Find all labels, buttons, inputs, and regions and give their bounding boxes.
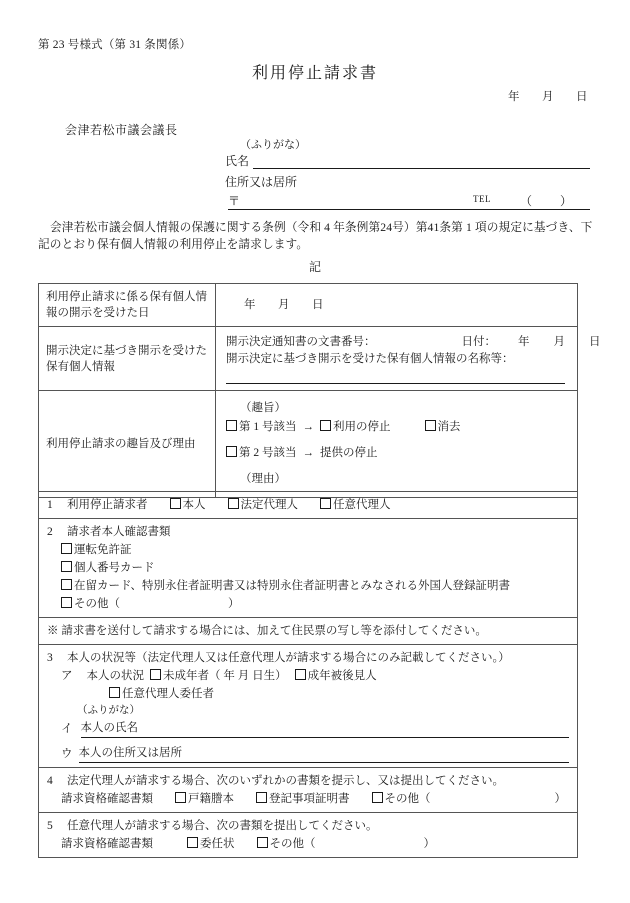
checkbox-icon[interactable] (320, 498, 331, 509)
item-1-choice-2: 法定代理人 (240, 499, 298, 511)
item-2-choice-2-row[interactable] (47, 559, 569, 577)
checkbox-icon[interactable] (257, 837, 268, 848)
requester-checklist-table (38, 491, 578, 858)
item-4-cell[interactable] (39, 768, 578, 813)
item-5-other-label: その他（ (269, 838, 316, 850)
checkbox-icon[interactable] (61, 597, 72, 608)
row-label-disclosure-date: 利用停止請求に係る保有個人情報の開示を受けた日 (39, 284, 216, 327)
checkbox-icon[interactable] (175, 792, 186, 803)
item-3-sub-a-choice-3-row[interactable] (47, 685, 569, 703)
item-3-cell[interactable] (39, 645, 578, 768)
disclosed-info-name-label: 開示決定に基づき開示を受けた保有個人情報の名称等： (226, 353, 514, 365)
checkbox-icon[interactable] (61, 561, 72, 572)
item-4-doc-label: 請求資格確認書類 (61, 793, 153, 805)
applicant-address-label: 住所又は居所 (225, 175, 298, 189)
item-3-sub-a-choice-1: 未成年者（ 年 月 日生） (163, 670, 287, 682)
item-1-title: 利用停止請求者 (67, 499, 148, 511)
checkbox-icon[interactable] (256, 792, 267, 803)
disclosure-date-year: 年 (244, 298, 256, 311)
header-date-day: 日 (576, 91, 588, 103)
body-paragraph: 会津若松市議会個人情報の保護に関する条例（令和 4 年条例第24号）第41条第 1 項の規定に基づき、下記のとおり保有個人情報の利用停止を請求します。 (38, 221, 593, 251)
checkbox-icon[interactable] (295, 669, 306, 680)
item-2-other-label: その他（ (74, 598, 120, 610)
notice-doc-number-label: 開示決定通知書の文書番号： (226, 336, 376, 348)
item-1-number: 1 (47, 499, 53, 511)
purpose-option-1-label: 第 1 号該当 (239, 421, 297, 433)
checkbox-icon[interactable] (61, 579, 72, 590)
item-4-number: 4 (47, 775, 53, 787)
item-3-furigana-label: （ふりがな） (77, 705, 140, 716)
table-row (39, 618, 578, 645)
item-2-number: 2 (47, 526, 53, 538)
item-4-choice-2: 登記事項証明書 (269, 793, 350, 805)
disclosure-notice-line[interactable] (226, 334, 601, 351)
checkbox-icon[interactable] (228, 498, 239, 509)
table-row (39, 284, 578, 327)
purpose-block (226, 397, 567, 489)
item-2-choice-1: 運転免許証 (74, 544, 132, 556)
item-3-number: 3 (47, 652, 53, 664)
furigana-label: （ふりがな） (240, 139, 306, 151)
table-row (39, 645, 578, 768)
page-title: 利用停止請求書 (251, 65, 378, 82)
item-3-sub-b-input[interactable] (138, 737, 569, 738)
table-row (39, 519, 578, 618)
applicant-name-row (225, 152, 590, 169)
item-3-sub-a-label: 本人の状況 (86, 670, 144, 682)
postal-mark-icon: 〒 (228, 194, 241, 208)
item-2-choice-3-row[interactable] (47, 577, 569, 595)
item-3-sub-a-row[interactable] (47, 667, 569, 685)
row-value-disclosure-date[interactable] (216, 284, 578, 327)
header-date-line (508, 88, 588, 104)
disclosure-date-day: 日 (312, 298, 324, 311)
item-3-sub-c-input[interactable] (182, 762, 569, 763)
item-3-sub-c-marker: ウ (61, 748, 73, 760)
addressee: 会津若松市議会議長 (65, 123, 178, 137)
checkbox-icon[interactable] (61, 543, 72, 554)
item-3-sub-b-label: 本人の氏名 (81, 719, 139, 738)
item-1-choice-1: 本人 (182, 499, 206, 511)
table-row (39, 768, 578, 813)
item-4-title-line (47, 772, 569, 790)
item-4-choices-row[interactable] (47, 790, 569, 808)
item-2-title: 請求者本人確認書類 (67, 526, 171, 538)
item-3-title-line (47, 649, 569, 667)
item-3-sub-b-row[interactable] (47, 719, 569, 738)
disclosure-info-table (38, 283, 601, 498)
item-5-choice-1: 委任状 (200, 838, 235, 850)
header-date-year: 年 (508, 91, 520, 103)
disclosure-date-field[interactable] (226, 297, 567, 314)
row-label-purpose-reason: 利用停止請求の趣旨及び理由 (39, 391, 216, 498)
item-2-choice-3: 在留カード、特別永住者証明書又は特別永住者証明書とみなされる外国人登録証明書 (74, 580, 510, 592)
item-4-other-close: ） (554, 793, 566, 805)
applicant-name-label: 氏名 (225, 154, 250, 168)
item-5-cell[interactable] (39, 813, 578, 858)
item-1-cell[interactable] (39, 492, 578, 519)
table-row (39, 813, 578, 858)
checkbox-icon[interactable] (320, 420, 331, 431)
notice-date-label: 日付： (461, 336, 496, 348)
item-3-sub-a-marker: ア (61, 670, 73, 682)
arrow-icon: → (302, 421, 314, 433)
item-5-choices-row[interactable] (47, 835, 569, 853)
row-value-disclosed-info[interactable] (216, 327, 601, 391)
purpose-option-1-sub-1: 利用の停止 (333, 421, 391, 433)
checkbox-icon[interactable] (372, 792, 383, 803)
item-5-title-line (47, 817, 569, 835)
item-4-choice-1: 戸籍謄本 (188, 793, 234, 805)
checkbox-icon[interactable] (226, 446, 237, 457)
applicant-address-input[interactable] (228, 209, 590, 210)
checkbox-icon[interactable] (150, 669, 161, 680)
purpose-option-2-sub: 提供の停止 (320, 447, 378, 459)
item-3-sub-a-choice-3: 任意代理人委任者 (122, 688, 214, 700)
form-number: 第 23 号様式（第 31 条関係） (38, 39, 192, 51)
ki-mark: 記 (308, 260, 321, 274)
item-2-choice-2: 個人番号カード (74, 562, 155, 574)
item-4-other-label: その他（ (384, 793, 431, 805)
item-4-title: 法定代理人が請求する場合、次のいずれかの書類を提示し、又は提出してください。 (67, 775, 504, 787)
item-2-other-row[interactable] (47, 595, 569, 613)
item-3-sub-a-choice-2: 成年被後見人 (307, 670, 377, 682)
item-3-title: 本人の状況等（法定代理人又は任意代理人が請求する場合にのみ記載してください。） (67, 652, 510, 664)
item-5-title: 任意代理人が請求する場合、次の書類を提出してください。 (67, 820, 378, 832)
applicant-postal-row (228, 192, 590, 210)
checkbox-icon[interactable] (170, 498, 181, 509)
header-date-month: 月 (542, 91, 554, 103)
item-3-sub-c-label: 本人の住所又は居所 (79, 744, 183, 763)
item-2-choice-1-row[interactable] (47, 541, 569, 559)
notice-date-day: 日 (589, 336, 601, 348)
item-2-note-cell (39, 618, 578, 645)
disclosed-info-name-input[interactable] (226, 382, 565, 384)
arrow-icon: → (302, 447, 314, 459)
telephone-label: TEL (473, 194, 491, 204)
checkbox-icon[interactable] (425, 420, 436, 431)
item-5-doc-label: 請求資格確認書類 (61, 838, 153, 850)
item-1-line (47, 496, 569, 514)
table-row (39, 492, 578, 519)
item-3-sub-c-row[interactable] (47, 744, 569, 763)
item-1-choice-3: 任意代理人 (333, 499, 391, 511)
row-label-disclosed-info: 開示決定に基づき開示を受けた保有個人情報 (39, 327, 216, 391)
item-5-other-close: ） (423, 838, 435, 850)
reason-heading: （理由） (240, 473, 286, 485)
item-2-other-close: ） (228, 598, 240, 610)
table-row (39, 391, 578, 498)
disclosure-date-month: 月 (278, 298, 290, 311)
notice-date-month: 月 (553, 336, 565, 348)
checkbox-icon[interactable] (187, 837, 198, 848)
row-value-purpose-reason[interactable] (216, 391, 578, 498)
item-3-sub-b-marker: イ (61, 723, 73, 735)
item-2-cell[interactable] (39, 519, 578, 618)
telephone-paren: （ ） (520, 194, 581, 208)
purpose-option-2[interactable] (226, 444, 567, 463)
purpose-option-1[interactable] (226, 418, 567, 437)
checkbox-icon[interactable] (226, 420, 237, 431)
item-5-number: 5 (47, 820, 53, 832)
notice-date-year: 年 (518, 336, 530, 348)
purpose-option-1-sub-2: 消去 (437, 421, 461, 433)
table-row (39, 327, 578, 391)
checkbox-icon[interactable] (109, 687, 120, 698)
applicant-name-input[interactable] (253, 168, 590, 169)
item-2-title-line (47, 523, 569, 541)
item-2-note: ※ 請求書を送付して請求する場合には、加えて住民票の写し等を添付してください。 (47, 625, 487, 637)
purpose-option-2-label: 第 2 号該当 (239, 447, 297, 459)
purpose-heading: （趣旨） (240, 402, 286, 414)
